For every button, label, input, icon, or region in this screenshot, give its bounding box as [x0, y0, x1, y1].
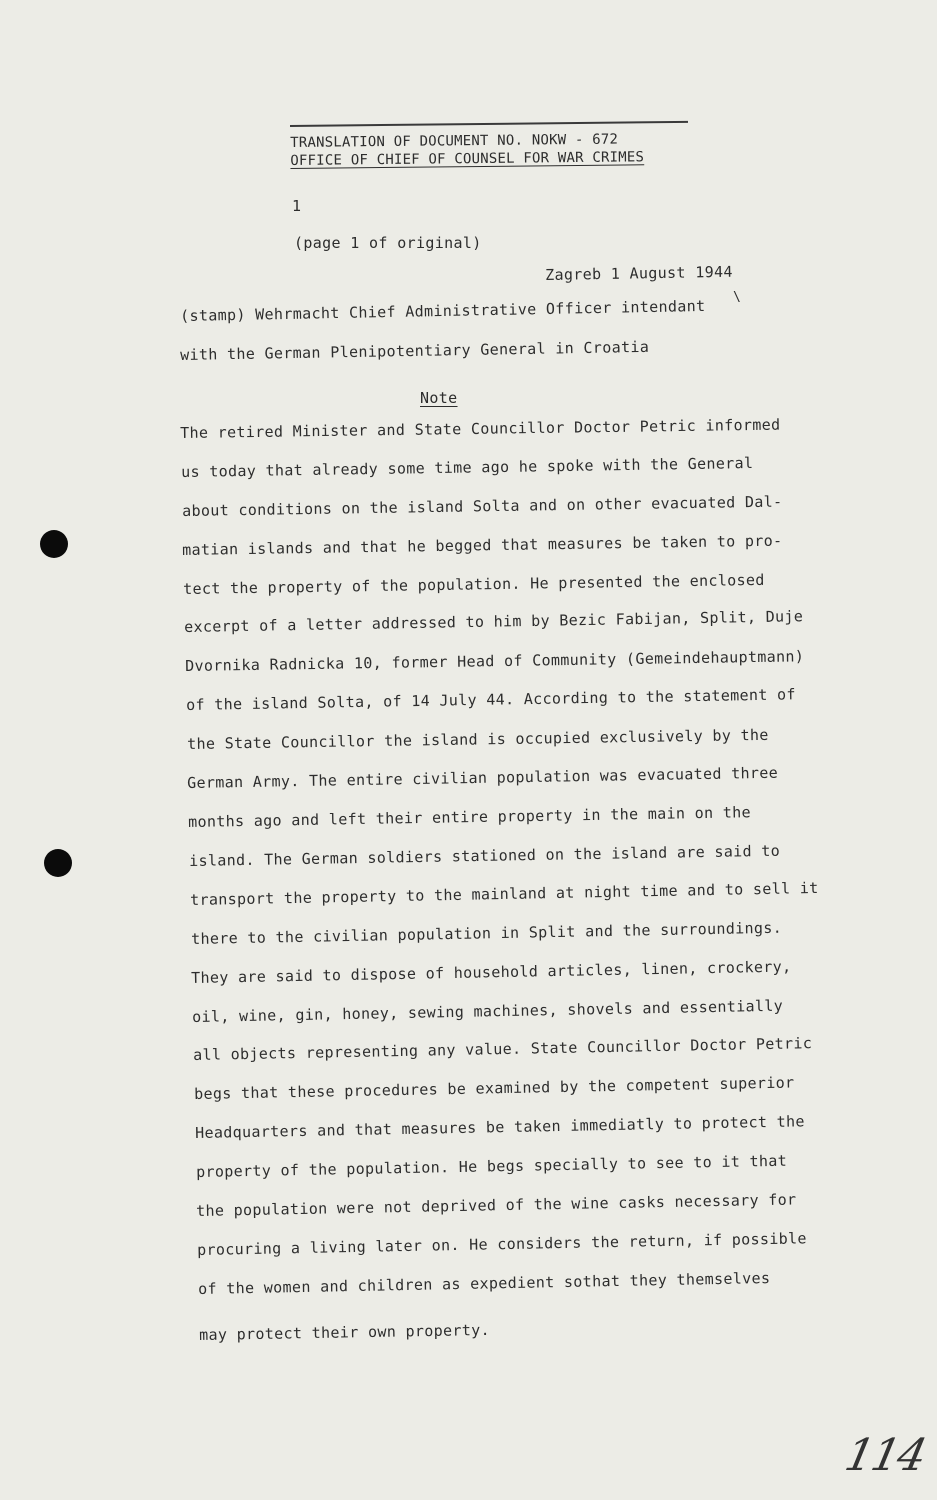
body-line: They are said to dispose of household articles, linen, crockery, — [191, 957, 792, 987]
body-line: matian islands and that he begged that measures be taken to pro- — [182, 531, 783, 559]
punch-hole — [40, 530, 68, 558]
note-heading: Note — [420, 389, 458, 407]
body-line: Dvornika Radnicka 10, former Head of Community (Gemeindehauptmann) — [185, 647, 805, 675]
body-line: months ago and left their entire property in the main on the — [188, 803, 752, 831]
body-line: there to the civilian population in Split and the surroundings. — [191, 918, 783, 948]
header-translation-line: TRANSLATION OF DOCUMENT NO. NOKW - 672 — [290, 131, 619, 151]
body-line: about conditions on the island Solta and on other evacuated Dal- — [182, 492, 783, 520]
body-line: excerpt of a letter addressed to him by Bezic Fabijan, Split, Duje — [184, 607, 804, 636]
body-line: oil, wine, gin, honey, sewing machines, shovels and essentially — [192, 996, 784, 1026]
body-line: may protect their own property. — [199, 1320, 491, 1344]
body-line: the State Councillor the island is occupied exclusively by the — [187, 725, 769, 753]
handwritten-page-number: 114 — [840, 1430, 930, 1481]
body-line: Headquarters and that measures be taken immediatly to protect the — [195, 1112, 805, 1142]
body-line: German Army. The entire civilian population was evacuated three — [187, 763, 779, 792]
body-line: transport the property to the mainland at night time and to sell it — [190, 878, 819, 909]
body-line: the population were not deprived of the wine casks necessary for — [196, 1190, 797, 1220]
original-page-reference: (page 1 of original) — [294, 234, 482, 252]
document-header — [290, 121, 688, 170]
body-line: of the women and children as expedient sothat they themselves — [198, 1269, 771, 1298]
tick-mark: \ — [733, 290, 742, 305]
stamp-line-2: with the German Plenipotentiary General in Croatia — [180, 337, 650, 364]
place-date: Zagreb 1 August 1944 — [545, 262, 733, 284]
body-line: The retired Minister and State Councillor Doctor Petric informed — [180, 415, 781, 442]
body-line: tect the property of the population. He presented the enclosed — [183, 570, 765, 598]
punch-hole — [44, 849, 72, 877]
body-line: begs that these procedures be examined by the competent superior — [194, 1073, 795, 1103]
body-line: all objects representing any value. State Councillor Doctor Petric — [193, 1034, 813, 1064]
body-line: property of the population. He begs specially to see to it that — [196, 1151, 788, 1181]
header-office-line: OFFICE OF CHIEF OF COUNSEL FOR WAR CRIMES — [290, 149, 645, 169]
page-number: 1 — [292, 197, 302, 215]
stamp-line-1: (stamp) Wehrmacht Chief Administrative Officer intendant — [180, 296, 706, 325]
body-line: island. The German soldiers stationed on the island are said to — [189, 841, 781, 870]
body-line: of the island Solta, of 14 July 44. According to the statement of — [186, 685, 796, 714]
body-line: us today that already some time ago he spoke with the General — [181, 454, 754, 481]
body-line: procuring a living later on. He considers the return, if possible — [197, 1229, 807, 1259]
